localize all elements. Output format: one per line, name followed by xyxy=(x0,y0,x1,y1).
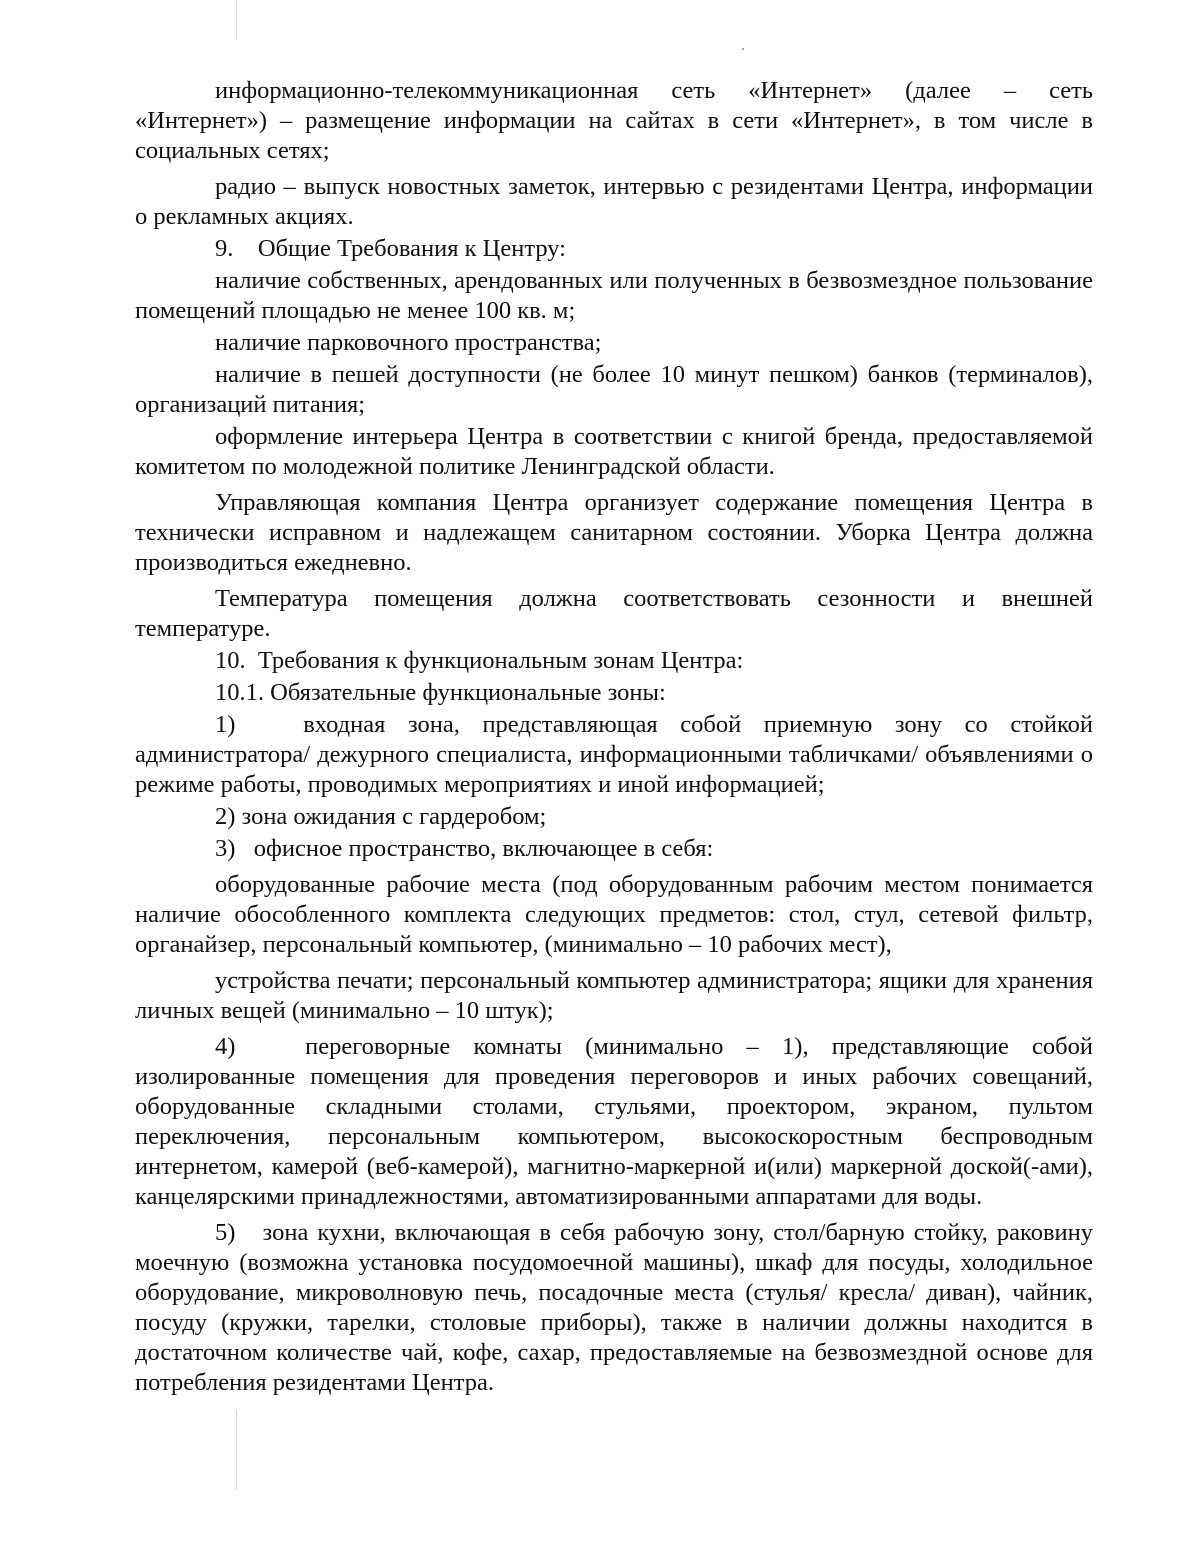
scan-artifact-line xyxy=(236,1410,237,1490)
list-item: 4) переговорные комнаты (минимально – 1), представляющие собой изолированные помещения для проведения переговоров и иных рабочих совещаний, оборудованные складными столами, стульями, проектором, экраном, пультом переключения, персональным компьютером, высокоскоростным беспроводным интернетом, камерой (веб-камерой), магнитно-маркерной и(или) маркерной доской(-ами), канцелярскими принадлежностями, автоматизированными аппаратами для воды. xyxy=(135,1033,1093,1210)
paragraph: информационно-телекоммуникационная сеть «Интернет» (далее – сеть «Интернет») – размещение информации на сайтах в сети «Интернет», в том числе в социальных сетях; xyxy=(135,77,1093,164)
list-item: 2) зона ожидания с гардеробом; xyxy=(215,803,547,830)
paragraph: оформление интерьера Центра в соответствии с книгой бренда, предоставляемой комитетом по молодежной политике Ленинградской области. xyxy=(135,423,1093,480)
document-body xyxy=(135,76,1093,1398)
paragraph: наличие парковочного пространства; xyxy=(215,329,602,356)
list-item: 3) офисное пространство, включающее в себя: xyxy=(215,835,714,862)
paragraph: радио – выпуск новостных заметок, интервью с резидентами Центра, информации о рекламных акциях. xyxy=(135,173,1093,230)
paragraph: Управляющая компания Центра организует содержание помещения Центра в технически исправном и надлежащем санитарном состоянии. Уборка Центра должна производиться ежедневно. xyxy=(135,489,1093,576)
scan-speck xyxy=(742,48,744,50)
paragraph: наличие собственных, арендованных или полученных в безвозмездное пользование помещений площадью не менее 100 кв. м; xyxy=(135,267,1093,324)
section-heading: 10. Требования к функциональным зонам Центра: xyxy=(215,647,744,674)
subsection-heading: 10.1. Обязательные функциональные зоны: xyxy=(215,679,666,706)
paragraph: устройства печати; персональный компьютер администратора; ящики для хранения личных вещей (минимально – 10 штук); xyxy=(135,967,1093,1024)
section-heading: 9. Общие Требования к Центру: xyxy=(215,235,566,262)
paragraph: оборудованные рабочие места (под оборудованным рабочим местом понимается наличие обособленного комплекта следующих предметов: стол, стул, сетевой фильтр, органайзер, персональный компьютер, (минимально – 10 рабочих мест), xyxy=(135,871,1093,958)
paragraph: наличие в пешей доступности (не более 10 минут пешком) банков (терминалов), организаций питания; xyxy=(135,361,1093,418)
list-item: 1) входная зона, представляющая собой приемную зону со стойкой администратора/ дежурного специалиста, информационными табличками/ объявлениями о режиме работы, проводимых мероприятиях и иной информацией; xyxy=(135,711,1093,798)
paragraph: Температура помещения должна соответствовать сезонности и внешней температуре. xyxy=(135,585,1093,642)
list-item: 5) зона кухни, включающая в себя рабочую зону, стол/барную стойку, раковину моечную (возможна установка посудомоечной машины), шкаф для посуды, холодильное оборудование, микроволновую печь, посадочные места (стулья/ кресла/ диван), чайник, посуду (кружки, тарелки, столовые приборы), также в наличии должны находится в достаточном количестве чай, кофе, сахар, предоставляемые на безвозмездной основе для потребления резидентами Центра. xyxy=(135,1219,1093,1396)
scan-artifact-line xyxy=(236,0,237,40)
